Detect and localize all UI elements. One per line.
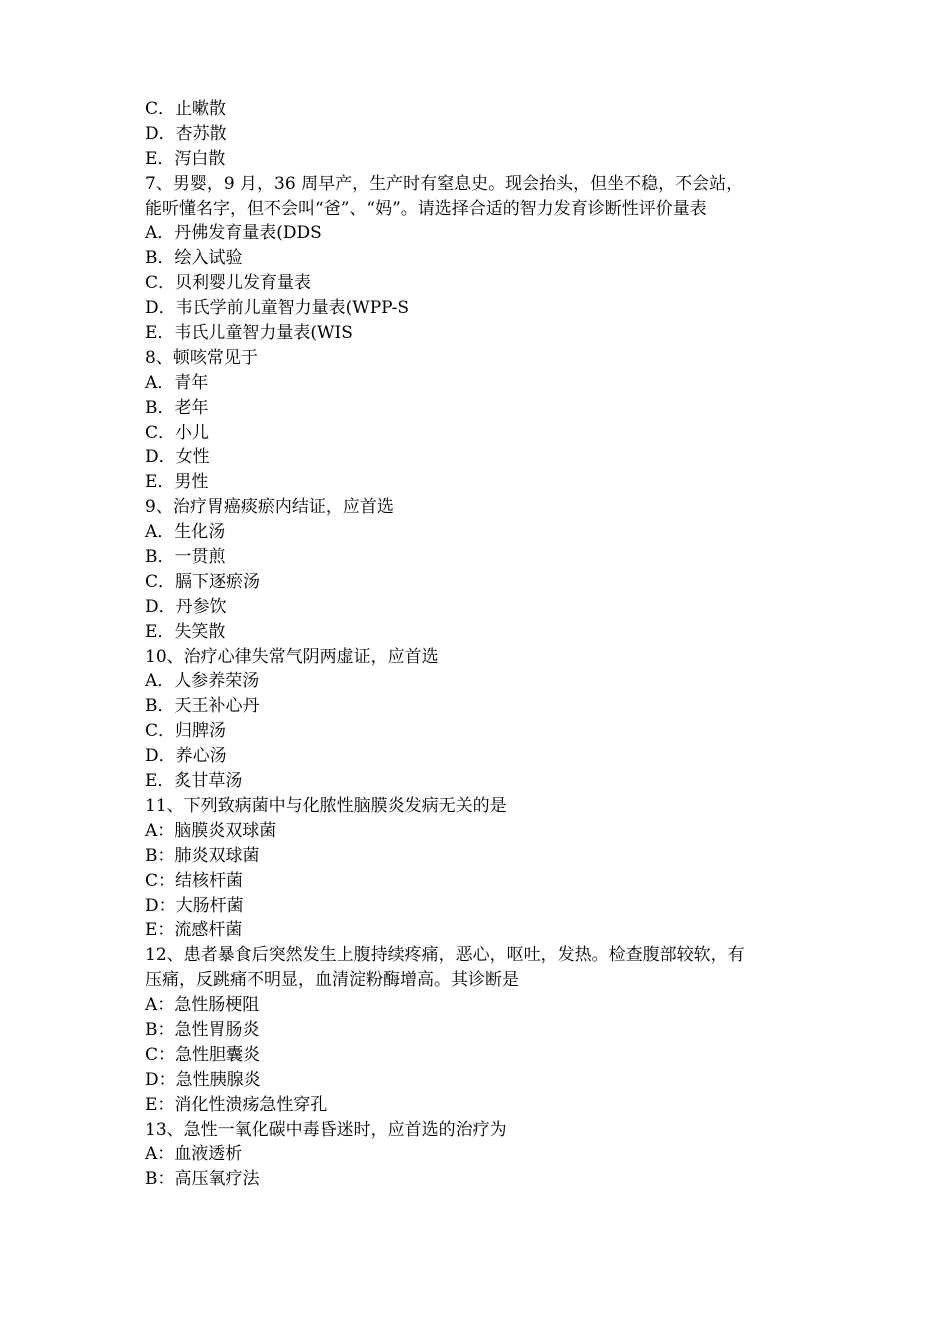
text-line: A．人参养荣汤: [145, 671, 260, 692]
text-line: B．一贯煎: [145, 547, 226, 568]
text-line: E．韦氏儿童智力量表(WIS: [145, 323, 353, 344]
text-line: B．绘入试验: [145, 248, 243, 269]
text-line: B：肺炎双球菌: [145, 845, 260, 866]
text-line: 12、患者暴食后突然发生上腹持续疼痛，恶心，呕吐，发热。检查腹部较软，有: [145, 945, 745, 966]
text-line: C．小儿: [145, 422, 210, 443]
text-line: 7、男婴，9 月，36 周早产，生产时有窒息史。现会抬头，但坐不稳，不会站，: [145, 173, 744, 194]
text-line: D：急性胰腺炎: [145, 1069, 261, 1090]
text-line: 11、下列致病菌中与化脓性脑膜炎发病无关的是: [145, 795, 507, 816]
text-line: C：急性胆囊炎: [145, 1044, 261, 1065]
text-line: B：高压氧疗法: [145, 1169, 260, 1190]
text-line: B．老年: [145, 397, 209, 418]
text-line: 能听懂名字，但不会叫“爸”、“妈”。请选择合适的智力发育诊断性评价量表: [145, 198, 707, 219]
text-line: 压痛，反跳痛不明显，血清淀粉酶增高。其诊断是: [145, 970, 519, 991]
text-line: E．男性: [145, 472, 209, 493]
text-line: C．止嗽散: [145, 99, 227, 119]
text-line: D．韦氏学前儿童智力量表(WPP-S: [145, 298, 410, 319]
text-line: D．丹参饮: [145, 596, 227, 617]
text-line: C．膈下逐瘀汤: [145, 571, 261, 592]
text-line: D．女性: [145, 447, 210, 468]
text-line: C．归脾汤: [145, 721, 227, 742]
text-line: B：急性胃肠炎: [145, 1019, 260, 1040]
document-page: [145, 97, 825, 1192]
text-line: 13、急性一氧化碳中毒昏迷时，应首选的治疗为: [145, 1119, 507, 1140]
text-line: E．炙甘草汤: [145, 771, 243, 792]
text-line: 10、治疗心律失常气阴两虚证，应首选: [145, 646, 439, 667]
text-line: C．贝利婴儿发育量表: [145, 273, 312, 294]
text-line: 9、治疗胃癌痰瘀内结证，应首选: [145, 497, 394, 518]
text-line: A：急性肠梗阻: [145, 995, 260, 1016]
text-line: E．失笑散: [145, 621, 226, 642]
text-line: A．青年: [145, 372, 209, 393]
text-line: E．泻白散: [145, 148, 226, 169]
text-line: E：流感杆菌: [145, 920, 243, 941]
text-line: A：脑膜炎双球菌: [145, 820, 277, 841]
text-line: B．天王补心丹: [145, 696, 260, 717]
text-line: E：消化性溃疡急性穿孔: [145, 1094, 328, 1115]
text-line: D．杏苏散: [145, 123, 227, 144]
text-line: C：结核杆菌: [145, 870, 244, 891]
text-line: A．丹佛发育量表(DDS: [145, 223, 322, 244]
text-line: A：血液透析: [145, 1144, 243, 1165]
text-line: 8、顿咳常见于: [145, 347, 258, 368]
text-line: D．养心汤: [145, 746, 227, 767]
text-line: A．生化汤: [145, 522, 226, 543]
text-line: D：大肠杆菌: [145, 895, 244, 916]
